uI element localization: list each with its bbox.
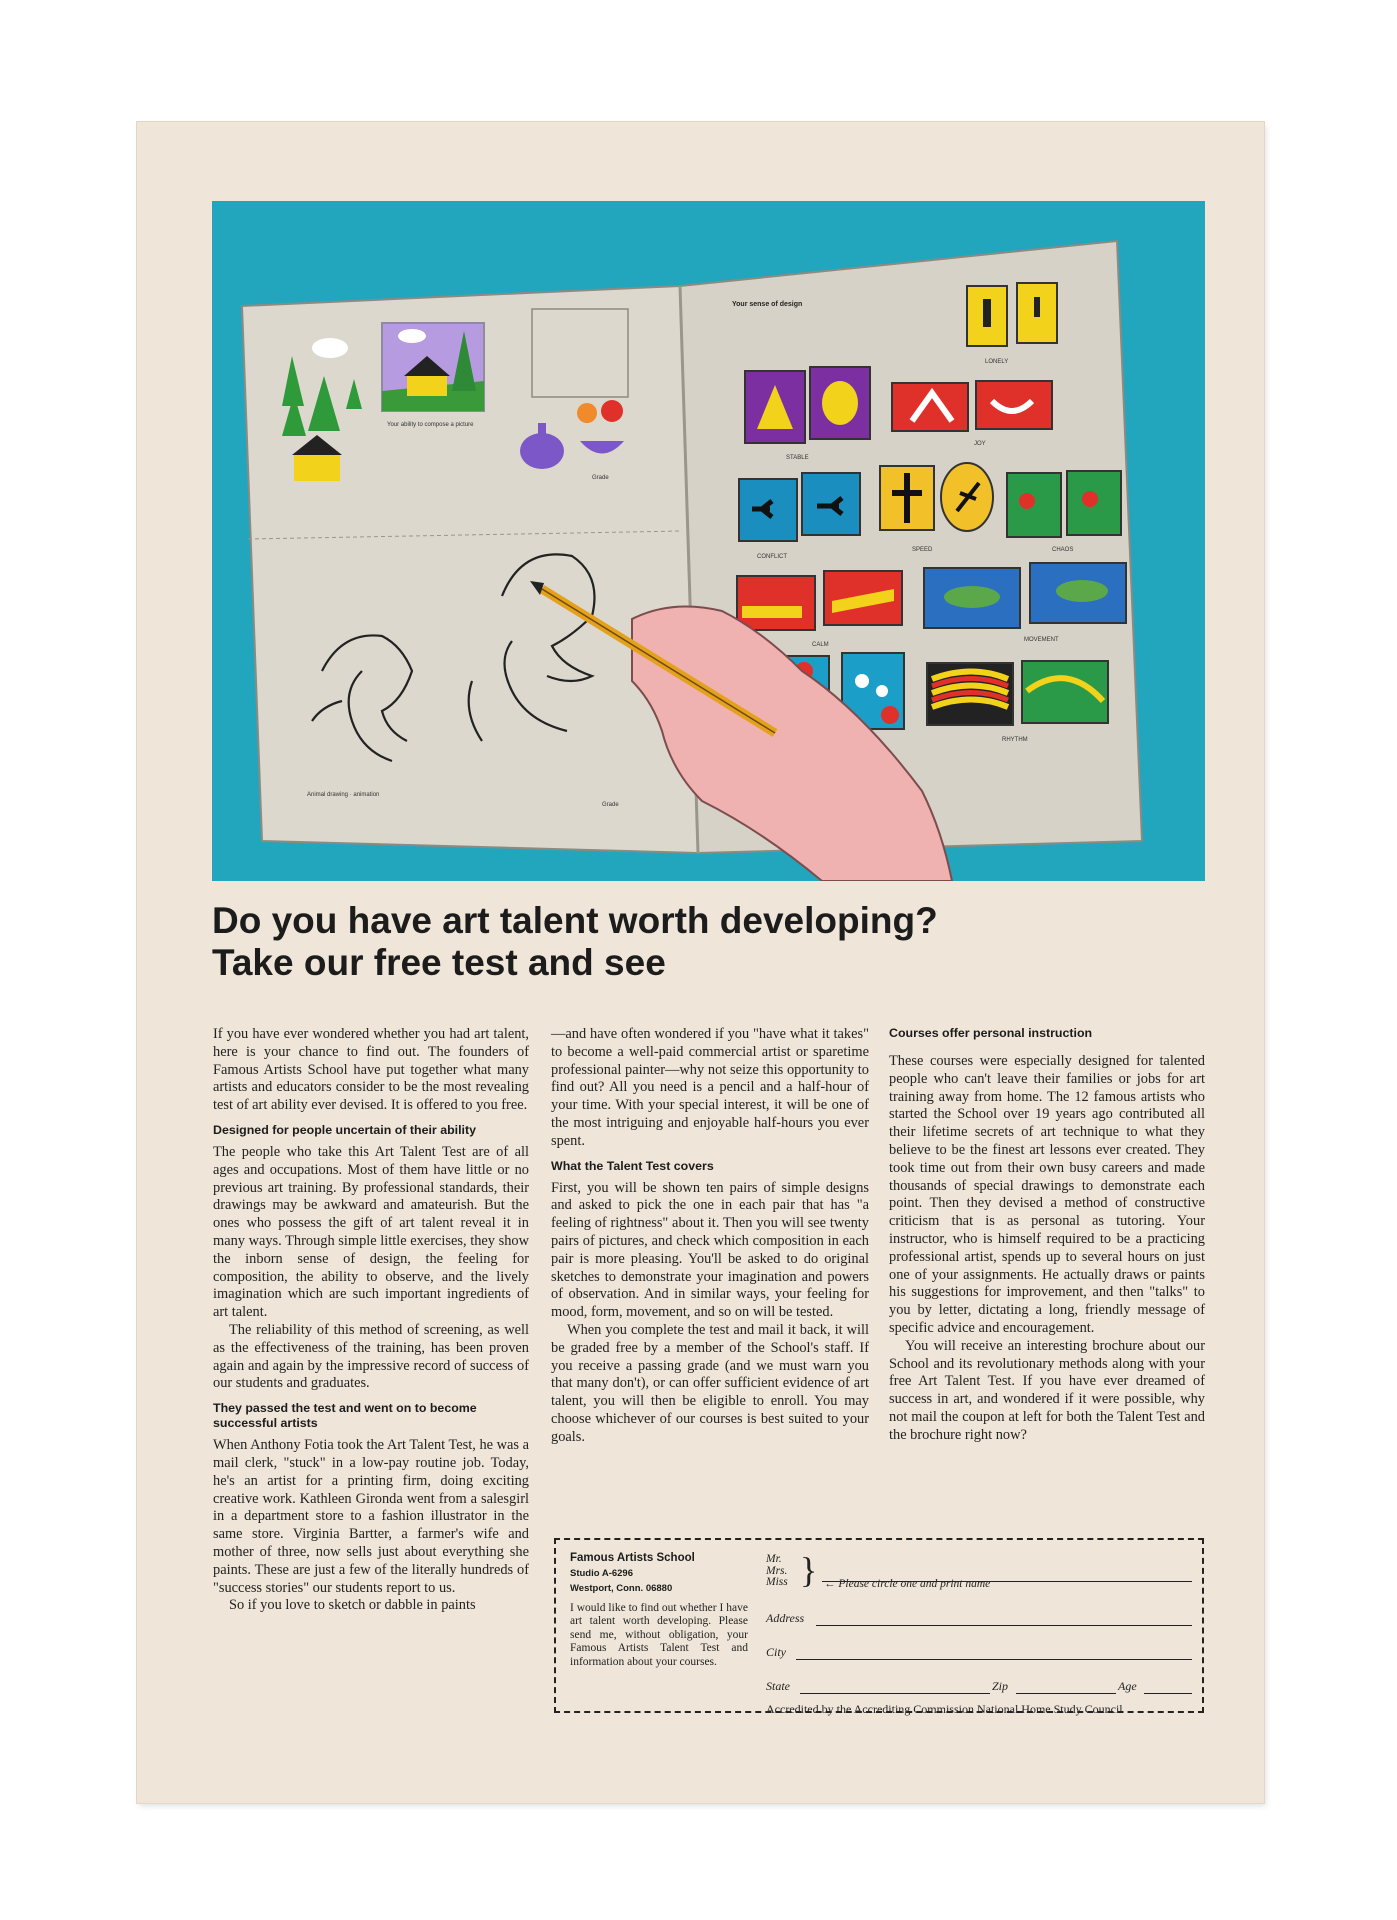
col1-paragraph-4: When Anthony Fotia took the Art Talent Test, he was a mail clerk, "stuck" in a low-pay routine job. Today, he's an artist for a printing firm, doing exciting creative work. Kathleen Gironda went from a salesgirl in a department store to a fashion illustrator in the same store. Virginia Bartter, a farmer's wife and mother of three, now sells just about everything she paints. These are just a few of the literally hundreds of "success stories" our students report to us. (213, 1437, 529, 1596)
choice-lonely: LONELY (985, 359, 1009, 365)
salutation-options[interactable]: Mr. Mrs. Miss (766, 1553, 788, 1588)
mail-in-coupon[interactable] (554, 1538, 1204, 1716)
accreditation-note: Accredited by the Accrediting Commission National Home Study Council (766, 1702, 1123, 1716)
coupon-address: Westport, Conn. 06880 (570, 1583, 673, 1594)
column-3 (889, 1026, 1205, 1445)
open-book-illustration (212, 201, 1205, 881)
col1-paragraph-5: So if you love to sketch or dabble in paints (229, 1597, 476, 1614)
address-field[interactable] (816, 1625, 1192, 1626)
coupon-school-info (570, 1550, 748, 1669)
zip-field[interactable] (1016, 1693, 1116, 1694)
age-field[interactable] (1144, 1693, 1192, 1694)
grade-label: Grade (592, 475, 609, 481)
choice-calm: CALM (812, 642, 829, 648)
animal-label: Animal drawing · animation (307, 792, 380, 798)
magazine-page (137, 122, 1264, 1803)
column-1 (213, 1026, 529, 1615)
zip-label: Zip (992, 1679, 1009, 1693)
brace-icon: } (800, 1550, 818, 1590)
state-label: State (766, 1679, 790, 1693)
headline-line-2: Take our free test and see (212, 942, 666, 983)
design-heading: Your sense of design (732, 301, 803, 308)
choice-chaos: CHAOS (1052, 547, 1074, 553)
name-instruction: ← Please circle one and print name (824, 1578, 991, 1590)
address-label: Address (766, 1611, 805, 1625)
age-label: Age (1118, 1679, 1137, 1693)
col1-subhead-1: Designed for people uncertain of their ability (213, 1122, 476, 1137)
column-2 (551, 1026, 869, 1447)
choice-stable: STABLE (786, 455, 809, 461)
coupon-studio: Studio A-6296 (570, 1568, 633, 1579)
col1-subhead-2: They passed the test and went on to become successful artists (213, 1401, 477, 1431)
col2-paragraph-3: When you complete the test and mail it back, it will be graded free by a member of the School's staff. If you receive a passing grade (and we must warn you that many don't), or can offer sufficient evidence of art talent, you will then be eligible to enroll. You may choose whichever of our courses is best suited to your goals. (551, 1321, 869, 1445)
compose-label: Your ability to compose a picture (387, 422, 474, 428)
grade-label-2: Grade (602, 802, 619, 808)
choice-conflict: CONFLICT (757, 554, 787, 560)
col1-paragraph-2: The people who take this Art Talent Test are of all ages and occupations. Most of them have little or no previous art training. By professional standards, their drawings may be awkward and amateurish. But the ones who possess the gift of art talent reveal it in many ways. Through simple little exercises, they show the inborn sense of design, the feeling for composition, the ability to observe, and the lively imagination which are such important ingredients of art talent. (213, 1143, 529, 1321)
city-label: City (766, 1645, 786, 1659)
coupon-school-name: Famous Artists School (570, 1552, 695, 1564)
headline (212, 900, 1212, 984)
state-zip-age-row (766, 1668, 1192, 1702)
col2-paragraph-2: First, you will be shown ten pairs of simple designs and asked to pick the one in each pair that has "a feeling of rightness" about it. Then you will see twenty pairs of pictures, and check which composition in each pair is more pleasing. You'll be asked to do original sketches to demonstrate your imagination and powers of observation. And in similar ways, your feeling for mood, form, movement, and so on will be tested. (551, 1179, 869, 1321)
coupon-request-text: I would like to find out whether I have art talent worth developing. Please send me, without obligation, your Famous Artists Talent Test and information about your courses. (570, 1602, 748, 1668)
choice-movement: MOVEMENT (1024, 637, 1059, 643)
city-row (766, 1634, 1192, 1668)
col1-paragraph-3: The reliability of this method of screening, as well as the effectiveness of the training, has been proven again and again by the impressive record of success of our students and graduates. (213, 1321, 529, 1392)
col2-paragraph-1: —and have often wondered if you "have what it takes" to become a well-paid commercial artist or sparetime professional painter—why not seize this opportunity to find out? All you need is a pencil and a half-hour of your time. With your special interest, it will be one of the most intriguing and enjoyable half-hours you ever spent. (551, 1026, 869, 1149)
name-row (766, 1550, 1192, 1600)
city-field[interactable] (796, 1659, 1192, 1660)
col2-subhead-1: What the Talent Test covers (551, 1158, 714, 1173)
coupon-form (766, 1550, 1192, 1716)
col3-paragraph-2: You will receive an interesting brochure about our School and its revolutionary methods along with your free Art Talent Test. If you have ever dreamed of success in art, and wondered if it were possible, why not mail the coupon at left for both the Talent Test and the brochure right now? (889, 1337, 1205, 1443)
choice-speed: SPEED (912, 547, 933, 553)
col3-paragraph-1: These courses were especially designed for talented people who can't leave their families or jobs for art training away from home. The 12 famous artists who started the School over 19 years ago contributed all their lifetime secrets of art technique to what they believe to be the finest art lessons ever created. They took time out from their own busy careers and made thousands of special drawings to demonstrate each point. Then they devised a method of constructive criticism that is as personal as tutoring. Your instructor, who is himself required to be a practicing professional artist, spends up to several hours on just one of your assignments. He actually draws or paints his suggestions for improvement, and then "talks" to you by letter, dictating a long, friendly message of specific advice and encouragement. (889, 1053, 1205, 1336)
choice-joy: JOY (974, 441, 986, 447)
address-row (766, 1600, 1192, 1634)
state-field[interactable] (800, 1693, 990, 1694)
choice-rhythm: RHYTHM (1002, 737, 1028, 743)
headline-line-1: Do you have art talent worth developing? (212, 900, 938, 941)
col1-paragraph-1: If you have ever wondered whether you had art talent, here is your chance to find out. The founders of Famous Artists School have put together what many artists and educators consider to be the most revealing test of art ability ever devised. It is offered to you free. (213, 1026, 529, 1114)
col3-subhead-1: Courses offer personal instruction (889, 1026, 1093, 1040)
art-test-illustration (212, 201, 1205, 881)
